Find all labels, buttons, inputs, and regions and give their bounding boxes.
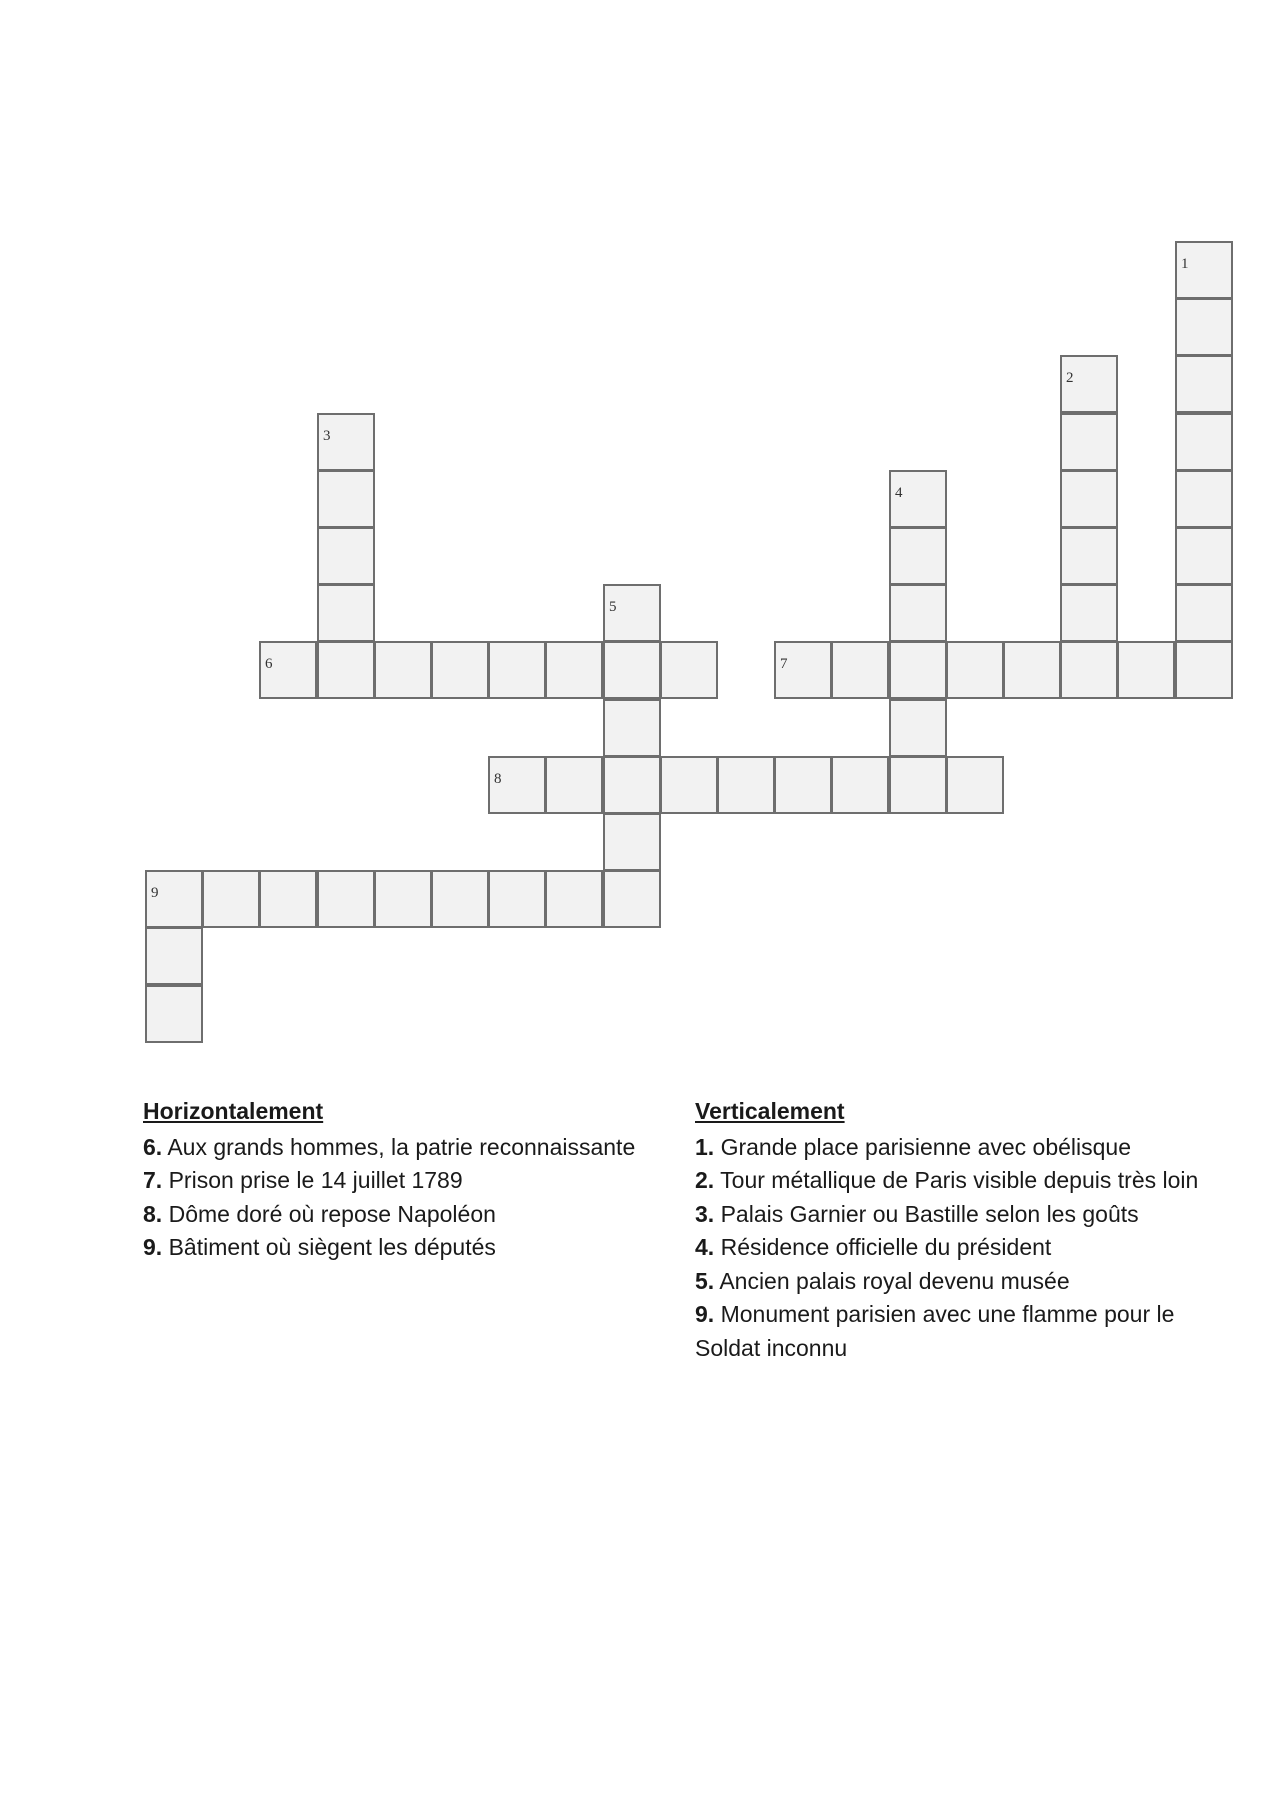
clue-text: Palais Garnier ou Bastille selon les goûts [720, 1200, 1139, 1227]
crossword-cell[interactable] [317, 584, 375, 642]
crossword-cell[interactable] [1060, 470, 1118, 528]
crossword-cell[interactable] [889, 641, 947, 699]
crossword-cell[interactable] [545, 641, 603, 699]
clue-number: 7. [143, 1167, 163, 1193]
clues-vertical-heading: Verticalement [695, 1098, 845, 1124]
crossword-cell[interactable] [1175, 641, 1233, 699]
crossword-cell[interactable] [1175, 413, 1233, 471]
crossword-cell[interactable] [889, 470, 947, 528]
crossword-cell[interactable] [488, 756, 546, 814]
crossword-cell[interactable] [317, 641, 375, 699]
crossword-cell[interactable] [1175, 527, 1233, 585]
crossword-cell[interactable] [1003, 641, 1061, 699]
cell-number: 4 [895, 485, 903, 501]
crossword-cell[interactable] [545, 870, 603, 928]
crossword-cell[interactable] [431, 641, 489, 699]
crossword-cell[interactable] [1060, 355, 1118, 413]
crossword-cell[interactable] [946, 756, 1004, 814]
crossword-cell[interactable] [831, 756, 889, 814]
crossword-cell[interactable] [774, 756, 832, 814]
clue-vertical [695, 1164, 1240, 1198]
crossword-cell[interactable] [603, 699, 661, 757]
clue-number: 3. [695, 1200, 715, 1227]
clue-text: Aux grands hommes, la patrie reconnaissante [167, 1133, 636, 1160]
crossword-cell[interactable] [1060, 641, 1118, 699]
crossword-cell[interactable] [317, 470, 375, 528]
crossword-cell[interactable] [1117, 641, 1175, 699]
crossword-cell[interactable] [317, 870, 375, 928]
crossword-cell[interactable] [1175, 470, 1233, 528]
crossword-cell[interactable] [374, 870, 432, 928]
clue-number: 8. [143, 1200, 163, 1227]
clue-vertical [695, 1131, 1240, 1165]
cell-number: 2 [1066, 370, 1074, 386]
clues-horizontal [143, 1095, 683, 1265]
cell-number: 7 [780, 656, 788, 672]
cell-number: 5 [609, 599, 617, 615]
cell-number: 8 [494, 771, 502, 787]
clue-number: 9. [143, 1234, 163, 1260]
crossword-cell[interactable] [603, 870, 661, 928]
clue-horizontal [143, 1164, 683, 1198]
crossword-cell[interactable] [1060, 584, 1118, 642]
clue-horizontal [143, 1198, 683, 1232]
clue-vertical [695, 1198, 1240, 1232]
crossword-cell[interactable] [603, 584, 661, 642]
crossword-cell[interactable] [831, 641, 889, 699]
clues-horizontal-heading: Horizontalement [143, 1098, 324, 1124]
crossword-cell[interactable] [145, 985, 203, 1043]
crossword-cell[interactable] [660, 756, 718, 814]
crossword-cell[interactable] [431, 870, 489, 928]
crossword-cell[interactable] [1175, 241, 1233, 299]
clue-number: 9. [695, 1301, 715, 1327]
cell-number: 3 [323, 428, 331, 444]
clue-text: Tour métallique de Paris visible depuis très loin [720, 1167, 1199, 1193]
crossword-cell[interactable] [603, 813, 661, 871]
clue-text: Grande place parisienne avec obélisque [720, 1133, 1132, 1160]
crossword-cell[interactable] [1175, 355, 1233, 413]
crossword-cell[interactable] [1060, 413, 1118, 471]
clue-number: 5. [695, 1267, 715, 1294]
crossword-cell[interactable] [1060, 527, 1118, 585]
crossword-cell[interactable] [145, 870, 203, 928]
crossword-cell[interactable] [202, 870, 260, 928]
clue-text: Bâtiment où siègent les députés [168, 1234, 496, 1260]
cell-number: 9 [151, 885, 159, 901]
crossword-cell[interactable] [889, 527, 947, 585]
crossword-cell[interactable] [488, 870, 546, 928]
cell-number: 6 [265, 656, 273, 672]
crossword-cell[interactable] [603, 641, 661, 699]
crossword-cell[interactable] [889, 699, 947, 757]
clue-horizontal [143, 1231, 683, 1265]
clue-text: Ancien palais royal devenu musée [719, 1267, 1070, 1294]
clue-vertical [695, 1231, 1240, 1265]
clue-text: Résidence officielle du président [720, 1234, 1052, 1260]
clue-vertical [695, 1265, 1240, 1299]
crossword-cell[interactable] [889, 584, 947, 642]
clue-number: 2. [695, 1167, 715, 1193]
crossword-cell[interactable] [1175, 584, 1233, 642]
crossword-cell[interactable] [374, 641, 432, 699]
crossword-cell[interactable] [1175, 298, 1233, 356]
crossword-cell[interactable] [545, 756, 603, 814]
crossword-cell[interactable] [660, 641, 718, 699]
clue-horizontal [143, 1131, 683, 1165]
clue-text: Monument parisien avec une flamme pour le Soldat inconnu [695, 1301, 1175, 1361]
clue-number: 1. [695, 1133, 715, 1160]
crossword-cell[interactable] [259, 641, 317, 699]
crossword-cell[interactable] [603, 756, 661, 814]
clue-number: 6. [143, 1133, 163, 1160]
crossword-cell[interactable] [317, 527, 375, 585]
clue-number: 4. [695, 1234, 715, 1260]
crossword-cell[interactable] [488, 641, 546, 699]
crossword-cell[interactable] [259, 870, 317, 928]
crossword-cell[interactable] [889, 756, 947, 814]
crossword-cell[interactable] [946, 641, 1004, 699]
crossword-cell[interactable] [145, 927, 203, 985]
crossword-cell[interactable] [717, 756, 775, 814]
clue-vertical [695, 1298, 1240, 1365]
crossword-cell[interactable] [774, 641, 832, 699]
crossword-cell[interactable] [317, 413, 375, 471]
clues-vertical [695, 1095, 1240, 1365]
clue-text: Dôme doré où repose Napoléon [168, 1200, 496, 1227]
cell-number: 1 [1181, 256, 1189, 272]
clue-text: Prison prise le 14 juillet 1789 [168, 1167, 463, 1193]
